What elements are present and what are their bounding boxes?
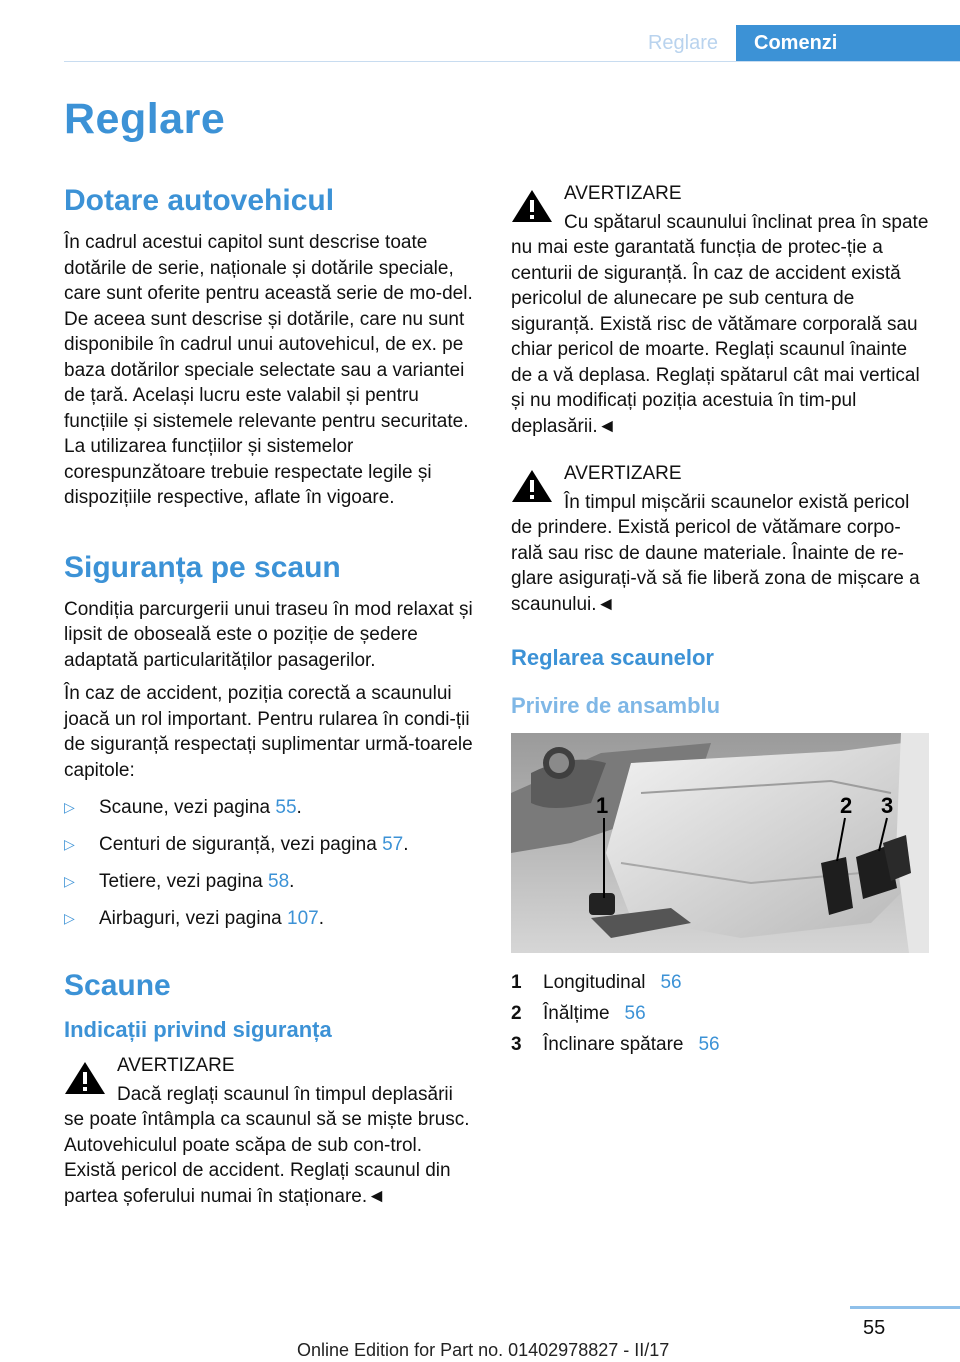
warning-triangle-icon <box>511 189 553 223</box>
triangle-bullet-icon: ▷ <box>64 799 75 815</box>
page-link[interactable]: 56 <box>624 1003 646 1024</box>
warning-triangle-icon <box>511 469 553 503</box>
heading-dotare-autovehicul: Dotare autovehicul <box>64 184 335 217</box>
photo-label-1: 1 <box>596 793 609 818</box>
page-number: 55 <box>863 1317 886 1339</box>
warning-triangle-icon <box>64 1061 106 1095</box>
legend-item: 2 Înălțime 56 <box>511 998 929 1029</box>
photo-label-3: 3 <box>881 793 894 818</box>
page-link[interactable]: 55 <box>275 797 297 818</box>
warning-block <box>64 1053 478 1209</box>
list-item: ▷ Scaune, vezi pagina 55. <box>64 797 302 818</box>
page-title: Reglare <box>64 95 226 143</box>
warning-text: Dacă reglați scaunul în timpul deplasării se poate întâmpla ca scaunul să se miște brusc. Autovehiculul poate scăpa de sub con-trol. Există pericol de accident. Reglați scaunul din partea șoferului numai în staționare.◄ <box>64 1083 470 1207</box>
left-column <box>64 180 478 1219</box>
heading-indicatii-siguranta: Indicații privind siguranța <box>64 1017 332 1042</box>
header-tab-comenzi[interactable]: Comenzi <box>736 25 960 61</box>
triangle-bullet-icon: ▷ <box>64 873 75 889</box>
footer-rule <box>850 1306 960 1309</box>
legend-item: 1 Longitudinal 56 <box>511 967 929 998</box>
warning-title: AVERTIZARE <box>564 463 682 484</box>
list-item: ▷ Centuri de siguranță, vezi pagina 57. <box>64 834 409 855</box>
list-item: ▷ Airbaguri, vezi pagina 107. <box>64 908 324 929</box>
page-link[interactable]: 107 <box>287 908 319 929</box>
dotare-paragraph: În cadrul acestui capitol sunt descrise toate dotările de serie, naționale și dotările speciale, care sunt oferite pentru această serie de mo-del. De aceea sunt descrise și dotările, care nu sunt disponibile în cadrul unui autovehicul, de ex. pe baza dotărilor speciale selectate sau a variantei de țară. Același lucru este valabil și pentru funcțiile și sistemele relevante pentru securitate. La utilizarea funcțiilor și sistemelor corespunzătoare trebuie respectate legile și dispozițiile respective, aflate în vigoare. <box>64 232 473 508</box>
siguranta-paragraph-2: În caz de accident, poziția corectă a scaunului joacă un rol important. Pentru rularea în condi-ții de siguranță respectați suplimentar urmă-toarele capitole: <box>64 683 473 781</box>
page-link[interactable]: 56 <box>660 972 682 993</box>
heading-privire-de-ansamblu: Privire de ansamblu <box>511 693 721 718</box>
photo-label-2: 2 <box>840 793 853 818</box>
seat-photo-illustration <box>511 733 929 953</box>
warning-text: În timpul mișcării scaunelor există pericol de prindere. Există pericol de vătămare corpo-rală sau risc de daune materiale. Înainte de re-glare asigurați-vă să fie liberă zona de mișcare a scaunului.◄ <box>511 491 920 615</box>
right-column <box>511 181 929 1060</box>
heading-reglarea-scaunelor: Reglarea scaunelor <box>511 645 714 670</box>
heading-scaune: Scaune <box>64 969 171 1002</box>
header-tab-reglare[interactable]: Reglare <box>647 32 719 54</box>
warning-title: AVERTIZARE <box>117 1055 235 1076</box>
warning-title: AVERTIZARE <box>564 183 682 204</box>
siguranta-paragraph-1: Condiția parcurgerii unui traseu în mod relaxat și lipsit de oboseală este o poziție de ședere adaptată particularităților pasagerilor. <box>64 598 473 671</box>
page-link[interactable]: 56 <box>698 1034 720 1055</box>
page-link[interactable]: 58 <box>268 871 290 892</box>
legend-item: 3 Înclinare spătare 56 <box>511 1029 929 1060</box>
warning-text: Cu spătarul scaunului înclinat prea în spate nu mai este garantată funcția de protec-ție a centurii de siguranță. În caz de accident există pericolul de alunecare pe sub centura de siguranță. Există risc de vătămare corporală sau chiar pericol de moarte. Reglați scaunul înainte de a vă deplasa. Reglați spătarul cât mai vertical și nu modificați poziția acestuia în tim-pul deplasării.◄ <box>511 211 929 437</box>
list-item: ▷ Tetiere, vezi pagina 58. <box>64 871 295 892</box>
triangle-bullet-icon: ▷ <box>64 910 75 926</box>
warning-block <box>511 181 929 439</box>
page-link[interactable]: 57 <box>382 834 404 855</box>
footer-edition: Online Edition for Part no. 01402978827 - II/17 <box>297 1340 670 1360</box>
header-rule <box>64 61 960 62</box>
photo-legend <box>511 967 929 1060</box>
warning-block <box>511 461 929 617</box>
triangle-bullet-icon: ▷ <box>64 836 75 852</box>
seat-controls-photo <box>511 733 929 953</box>
chapter-list <box>64 795 478 931</box>
heading-siguranta-pe-scaun: Siguranța pe scaun <box>64 550 341 584</box>
